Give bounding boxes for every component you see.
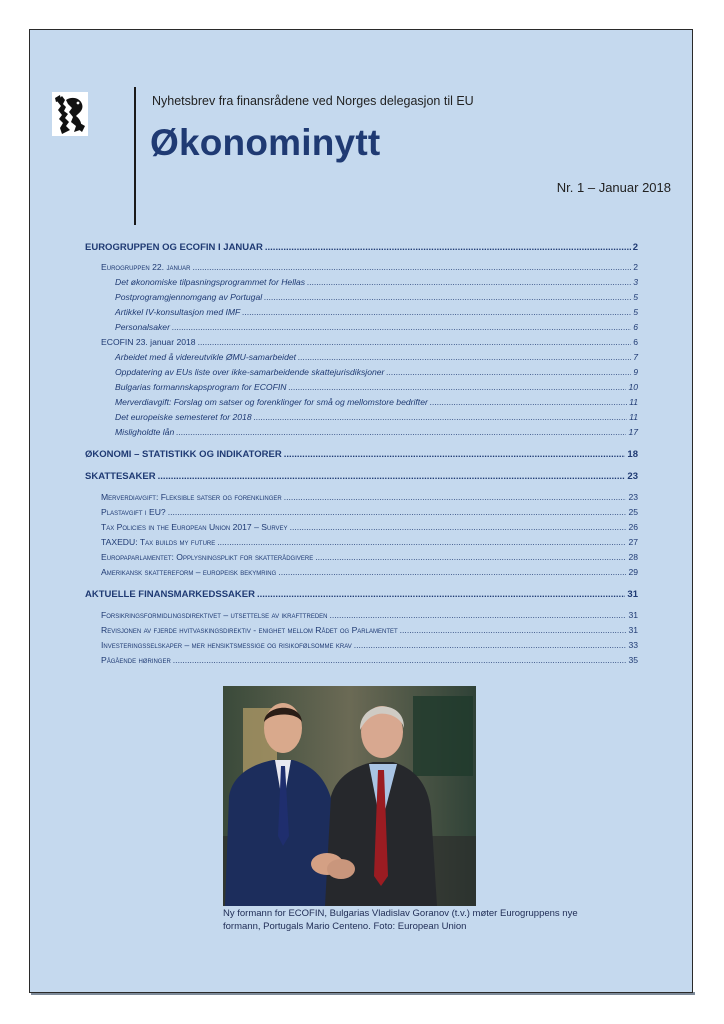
- toc-entry[interactable]: [85, 471, 638, 482]
- toc-entry[interactable]: [101, 640, 638, 650]
- toc-entry-page: 31: [628, 610, 638, 620]
- toc-leader-dots: [430, 397, 627, 407]
- toc-entry[interactable]: [101, 507, 638, 517]
- toc-entry-page: 35: [628, 655, 638, 665]
- toc-entry-page: 18: [627, 449, 638, 460]
- toc-leader-dots: [264, 292, 631, 302]
- toc-entry-page: 29: [628, 567, 638, 577]
- toc-entry-page: 27: [628, 537, 638, 547]
- toc-entry-page: 23: [627, 471, 638, 482]
- toc-entry-page: 2: [632, 242, 638, 253]
- cover-photo: [223, 686, 476, 906]
- toc-entry[interactable]: [101, 522, 638, 532]
- toc-entry[interactable]: [101, 337, 638, 347]
- toc-leader-dots: [158, 471, 626, 482]
- toc-entry[interactable]: [101, 610, 638, 620]
- toc-entry-label: SKATTESAKER: [85, 471, 156, 482]
- toc-entry[interactable]: [115, 322, 638, 332]
- toc-entry-label: Det økonomiske tilpasningsprogrammet for Hellas: [115, 277, 306, 287]
- toc-entry-label: TAXEDU: Tax builds my future: [101, 537, 216, 547]
- toc-leader-dots: [400, 625, 627, 635]
- toc-entry[interactable]: [115, 352, 638, 362]
- toc-entry-label: Revisjonen av fjerde hvitvaskingsdirektiv - enighet mellom Rådet og Parlamentet: [101, 625, 398, 635]
- toc-entry[interactable]: [115, 397, 638, 407]
- toc-entry-page: 33: [628, 640, 638, 650]
- norwegian-lion-emblem-icon: [52, 92, 88, 136]
- newsletter-title: Økonominytt: [150, 122, 381, 163]
- toc-leader-dots: [290, 522, 627, 532]
- toc-leader-dots: [284, 492, 627, 502]
- toc-leader-dots: [354, 640, 627, 650]
- toc-entry-page: 9: [633, 367, 638, 377]
- toc-entry[interactable]: [101, 567, 638, 577]
- toc-leader-dots: [173, 655, 627, 665]
- toc-entry-label: Plastavgift i EU?: [101, 507, 166, 517]
- toc-entry-page: 26: [628, 522, 638, 532]
- newsletter-cover: [29, 29, 693, 993]
- toc-leader-dots: [315, 552, 626, 562]
- toc-entry[interactable]: [115, 307, 638, 317]
- toc-entry-page: 2: [633, 262, 638, 272]
- toc-entry-label: Merverdiavgift: Forslag om satser og forenklinger for små og mellomstore bedrifter: [115, 397, 428, 407]
- newsletter-subtitle: Nyhetsbrev fra finansrådene ved Norges delegasjon til EU: [152, 94, 474, 108]
- toc-entry-label: EUROGRUPPEN OG ECOFIN I JANUAR: [85, 242, 263, 253]
- header-divider: [134, 87, 136, 225]
- toc-leader-dots: [284, 449, 626, 460]
- toc-entry-page: 3: [633, 277, 638, 287]
- toc-entry[interactable]: [101, 262, 638, 272]
- toc-leader-dots: [217, 537, 626, 547]
- toc-entry-label: Artikkel IV-konsultasjon med IMF: [115, 307, 241, 317]
- toc-entry-page: 5: [633, 307, 638, 317]
- toc-entry-label: ØKONOMI – STATISTIKK OG INDIKATORER: [85, 449, 282, 460]
- toc-leader-dots: [265, 242, 631, 253]
- toc-leader-dots: [288, 382, 626, 392]
- toc-leader-dots: [298, 352, 631, 362]
- toc-entry-label: Pågående høringer: [101, 655, 171, 665]
- photo-caption: Ny formann for ECOFIN, Bulgarias Vladislav Goranov (t.v.) møter Eurogruppens nye formann, Portugals Mario Centeno. Foto: European Union: [223, 908, 578, 932]
- toc-entry-label: Tax Policies in the European Union 2017 – Survey: [101, 522, 288, 532]
- toc-entry-page: 10: [628, 382, 638, 392]
- toc-leader-dots: [278, 567, 626, 577]
- toc-leader-dots: [168, 507, 627, 517]
- toc-entry-label: Postprogramgjennomgang av Portugal: [115, 292, 263, 302]
- toc-entry[interactable]: [101, 492, 638, 502]
- toc-leader-dots: [172, 322, 631, 332]
- toc-entry[interactable]: [115, 382, 638, 392]
- toc-leader-dots: [192, 262, 631, 272]
- toc-entry-label: Europaparlamentet: Opplysningsplikt for skatterådgivere: [101, 552, 314, 562]
- toc-entry[interactable]: [101, 655, 638, 665]
- toc-entry-label: Investeringsselskaper – mer hensiktsmessige og risikofølsomme krav: [101, 640, 352, 650]
- toc-entry[interactable]: [85, 449, 638, 460]
- toc-entry-label: Forsikringsformidlingsdirektivet – utsettelse av ikrafttreden: [101, 610, 328, 620]
- toc-entry-page: 31: [627, 589, 638, 600]
- toc-entry-page: 5: [633, 292, 638, 302]
- toc-entry[interactable]: [115, 427, 638, 437]
- toc-leader-dots: [242, 307, 631, 317]
- toc-entry[interactable]: [115, 292, 638, 302]
- toc-entry-page: 25: [628, 507, 638, 517]
- toc-entry-label: Oppdatering av EUs liste over ikke-samarbeidende skattejurisdiksjoner: [115, 367, 385, 377]
- toc-entry-page: 6: [633, 337, 638, 347]
- toc-leader-dots: [386, 367, 631, 377]
- toc-entry-page: 11: [629, 412, 638, 422]
- toc-entry[interactable]: [85, 242, 638, 253]
- toc-entry-label: Det europeiske semesteret for 2018: [115, 412, 252, 422]
- toc-entry[interactable]: [85, 589, 638, 600]
- toc-entry-page: 6: [633, 322, 638, 332]
- toc-leader-dots: [257, 589, 625, 600]
- toc-entry-page: 23: [628, 492, 638, 502]
- toc-entry-page: 17: [628, 427, 638, 437]
- toc-entry-label: Merverdiavgift: Fleksible satser og forenklinger: [101, 492, 282, 502]
- toc-entry-page: 28: [628, 552, 638, 562]
- toc-entry-label: Misligholdte lån: [115, 427, 175, 437]
- toc-entry-label: AKTUELLE FINANSMARKEDSSAKER: [85, 589, 255, 600]
- toc-entry-label: Bulgarias formannskapsprogram for ECOFIN: [115, 382, 287, 392]
- toc-entry-page: 7: [633, 352, 638, 362]
- toc-leader-dots: [176, 427, 626, 437]
- toc-entry-page: 11: [629, 397, 638, 407]
- toc-leader-dots: [330, 610, 627, 620]
- toc-entry-label: Personalsaker: [115, 322, 170, 332]
- toc-leader-dots: [254, 412, 627, 422]
- toc-entry[interactable]: [115, 367, 638, 377]
- toc-entry[interactable]: [115, 412, 638, 422]
- toc-leader-dots: [198, 337, 632, 347]
- toc-entry-label: Amerikansk skattereform – europeisk bekymring: [101, 567, 277, 577]
- toc-entry[interactable]: [101, 537, 638, 547]
- toc-leader-dots: [307, 277, 631, 287]
- toc-entry[interactable]: [115, 277, 638, 287]
- toc-entry-label: ECOFIN 23. januar 2018: [101, 337, 196, 347]
- toc-entry[interactable]: [101, 625, 638, 635]
- toc-entry[interactable]: [101, 552, 638, 562]
- toc-entry-label: Arbeidet med å videreutvikle ØMU-samarbeidet: [115, 352, 297, 362]
- toc-entry-label: Eurogruppen 22. januar: [101, 262, 191, 272]
- issue-number: Nr. 1 – Januar 2018: [556, 180, 671, 195]
- toc-entry-page: 31: [628, 625, 638, 635]
